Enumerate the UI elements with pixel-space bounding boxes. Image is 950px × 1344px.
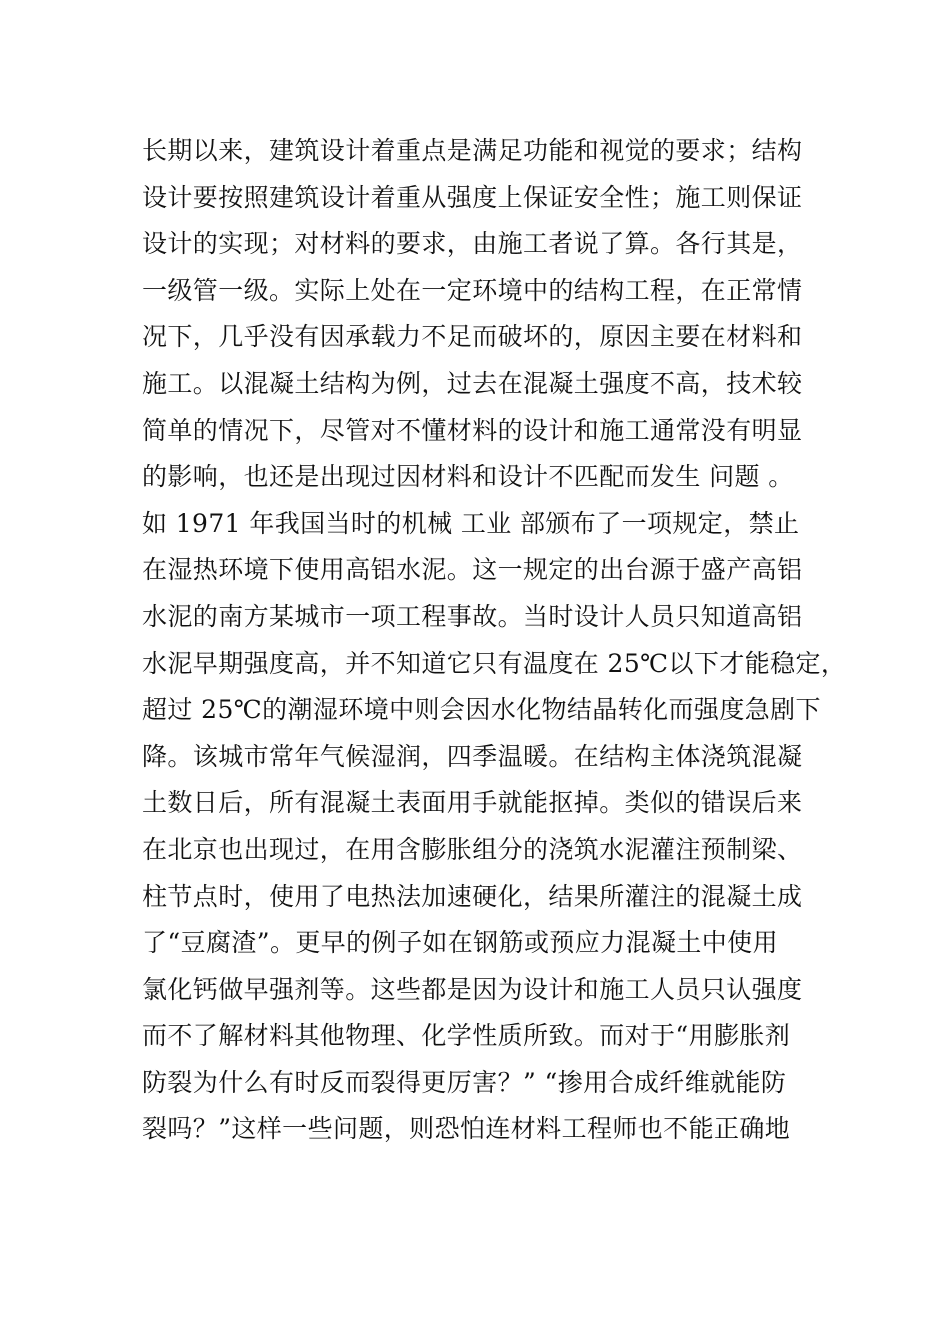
- body-text: [142, 128, 847, 1153]
- text-line: 设计要按照建筑设计着重从强度上保证安全性；施工则保证: [142, 182, 803, 212]
- text-line: 而不了解材料其他物理、化学性质所致。而对于“用膨胀剂: [142, 1021, 791, 1051]
- text-line: 一级管一级。实际上处在一定环境中的结构工程，在正常情: [142, 275, 803, 305]
- text-line: 了“豆腐渣”。更早的例子如在钢筋或预应力混凝土中使用: [142, 928, 778, 958]
- text-line: 氯化钙做早强剂等。这些都是因为设计和施工人员只认强度: [142, 974, 803, 1004]
- text-line: 况下，几乎没有因承载力不足而破坏的，原因主要在材料和: [142, 322, 803, 352]
- text-line: 简单的情况下，尽管对不懂材料的设计和施工通常没有明显: [142, 415, 803, 445]
- text-line: 水泥早期强度高，并不知道它只有温度在 25℃以下才能稳定，: [142, 648, 847, 678]
- text-line: 降。该城市常年气候湿润，四季温暖。在结构主体浇筑混凝: [142, 741, 803, 771]
- text-line: 在北京也出现过，在用含膨胀组分的浇筑水泥灌注预制梁、: [142, 834, 803, 864]
- text-line: 土数日后，所有混凝土表面用手就能抠掉。类似的错误后来: [142, 788, 803, 818]
- text-line: 柱节点时，使用了电热法加速硬化，结果所灌注的混凝土成: [142, 881, 803, 911]
- text-line: 施工。以混凝土结构为例，过去在混凝土强度不高，技术较: [142, 368, 803, 398]
- text-line: 超过 25℃的潮湿环境中则会因水化物结晶转化而强度急剧下: [142, 695, 821, 725]
- text-line: 长期以来，建筑设计着重点是满足功能和视觉的要求；结构: [142, 136, 803, 165]
- text-line: 防裂为什么有时反而裂得更厉害？” “掺用合成纤维就能防: [142, 1067, 787, 1097]
- text-line: 裂吗？”这样一些问题，则恐怕连材料工程师也不能正确地: [142, 1114, 791, 1144]
- text-line: 水泥的南方某城市一项工程事故。当时设计人员只知道高铝: [142, 601, 803, 631]
- text-line: 在湿热环境下使用高铝水泥。这一规定的出台源于盛产高铝: [142, 555, 803, 585]
- text-line: 如 1971 年我国当时的机械 工业 部颁布了一项规定，禁止: [142, 508, 800, 538]
- text-line: 设计的实现；对材料的要求，由施工者说了算。各行其是，: [142, 229, 803, 259]
- text-line: 的影响，也还是出现过因材料和设计不匹配而发生 问题 。: [142, 462, 794, 492]
